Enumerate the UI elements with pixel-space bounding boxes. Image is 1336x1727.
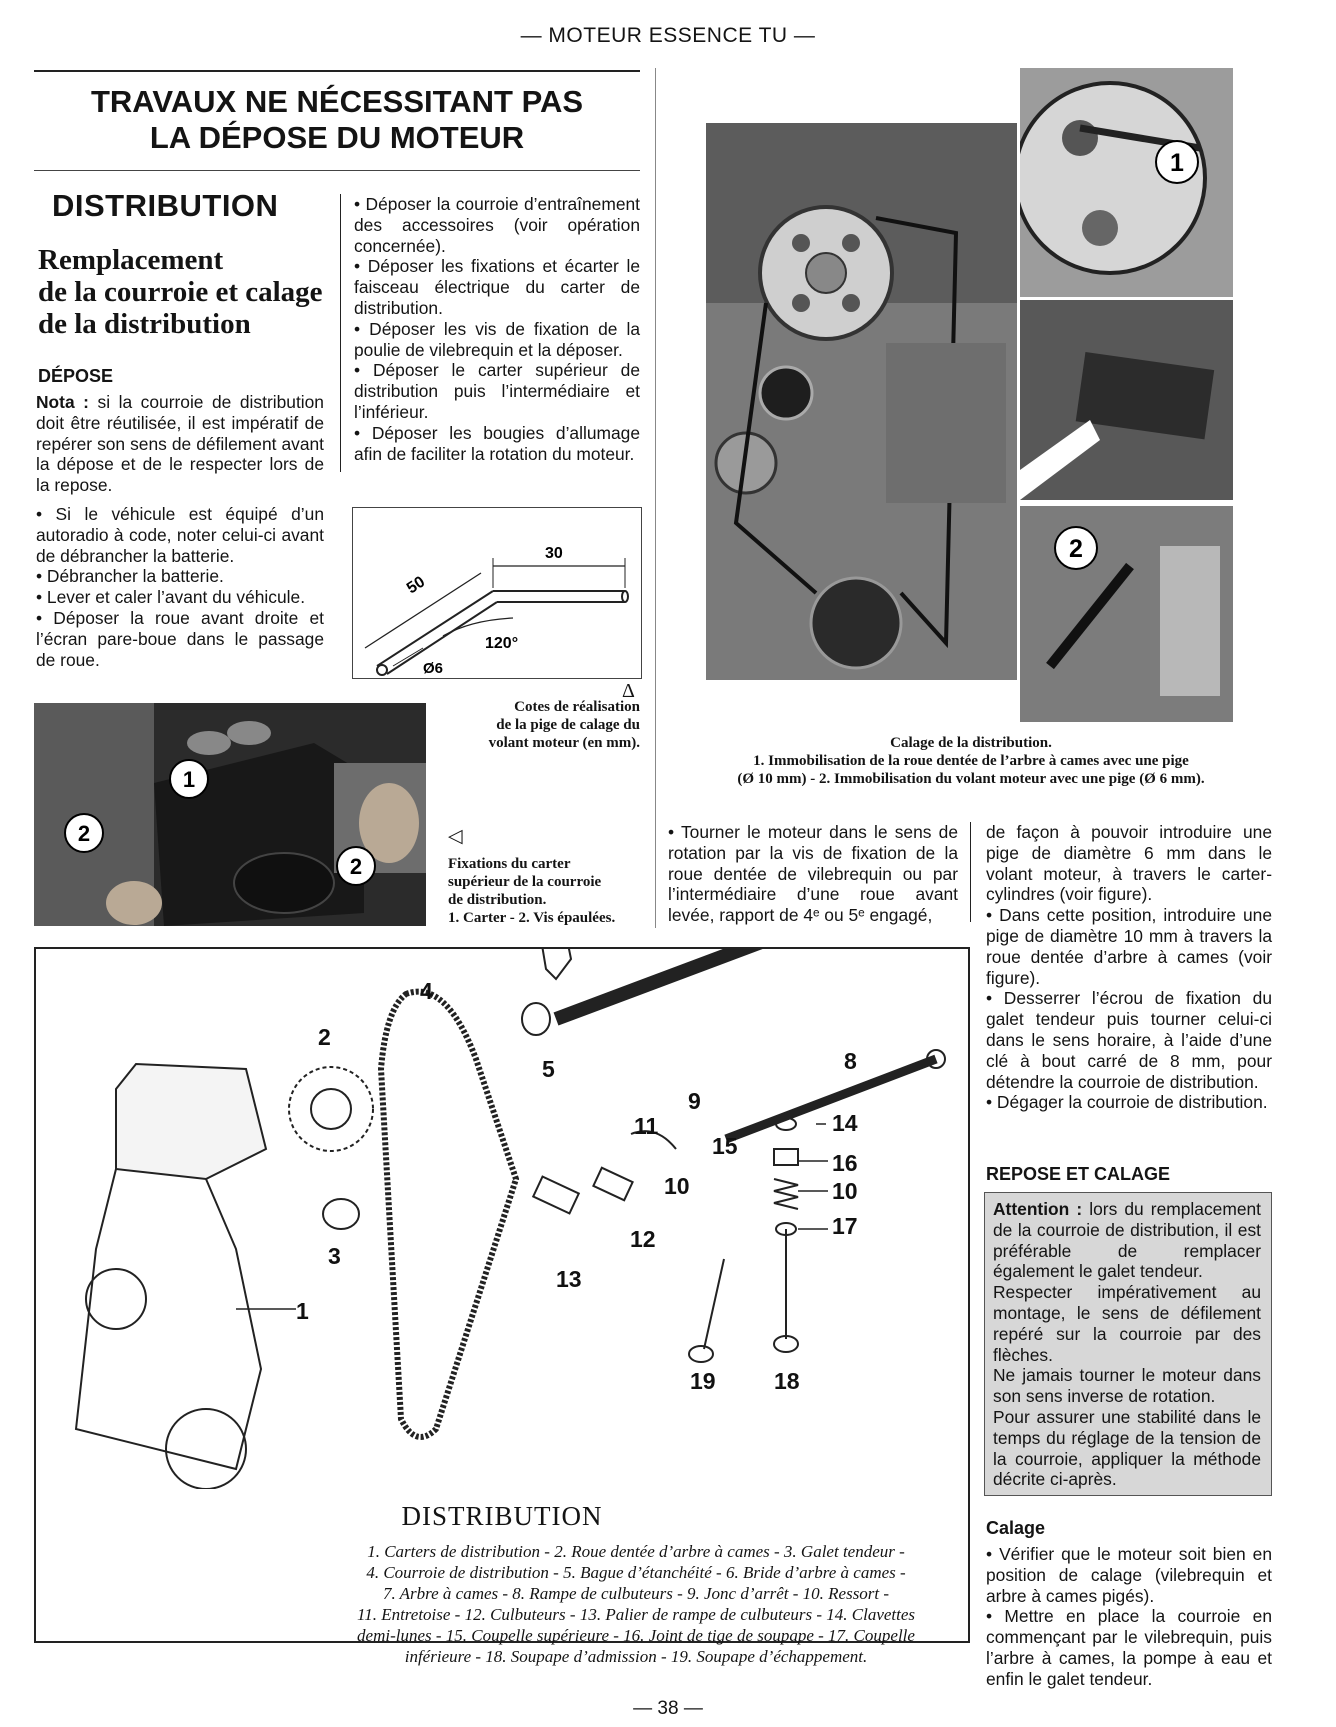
legend-line: 7. Arbre à cames - 8. Rampe de culbuteurs - 9. Jonc d’arrêt - 10. Ressort - [382, 1584, 890, 1603]
label-8: 8 [844, 1048, 857, 1074]
cam-sprocket-inset [1020, 68, 1233, 297]
cam-flange [541, 949, 571, 979]
dim-30-label: 30 [545, 545, 563, 562]
angle-arc [443, 618, 513, 636]
exploded-view-figure [34, 947, 970, 1666]
label-14: 14 [832, 1110, 858, 1136]
list-item: • Dans cette position, introduire une pige de diamètre 10 mm à travers la roue dentée d’arbre à cames (voir figure). [986, 905, 1272, 988]
callout-2: 2 [77, 821, 91, 846]
rocker-arm [593, 1168, 632, 1200]
timing-cover-image [34, 703, 426, 926]
list-item: • Déposer les vis de fixation de la poulie de vilebrequin et la déposer. [354, 318, 640, 360]
depose-heading: DÉPOSE [38, 366, 114, 386]
lower-cover [76, 1169, 261, 1469]
depose-column-1 [36, 392, 324, 670]
caption-line: (Ø 10 mm) - 2. Immobilisation du volant moteur avec une pige (Ø 6 mm). [737, 771, 1205, 787]
depose-column-2 [354, 194, 640, 464]
cam-sprocket-image [1020, 68, 1233, 297]
valve-seal [774, 1149, 798, 1165]
engine-timing-photo [706, 123, 1017, 680]
label-18: 18 [774, 1368, 800, 1394]
dim-50-label: 50 [403, 573, 429, 598]
angle-label: 120° [485, 635, 519, 652]
camshaft [556, 949, 796, 1019]
label-15: 15 [712, 1133, 738, 1159]
caption-line: volant moteur (en mm). [488, 735, 640, 751]
nota-label: Nota : [36, 392, 89, 412]
caption-line: Fixations du carter [448, 856, 571, 872]
rocker-shaft [726, 1059, 936, 1139]
main-title-line2: LA DÉPOSE DU MOTEUR [149, 120, 525, 155]
cam-sprocket [289, 1067, 373, 1151]
list-item: de façon à pouvoir introduire une pige de diamètre 6 mm dans le volant moteur, à travers le carter-cylindres (voir figure). [986, 822, 1272, 905]
exploded-title: DISTRIBUTION [401, 1501, 603, 1531]
label-2: 2 [318, 1024, 331, 1050]
list-item: • Desserrer l’écrou de fixation du galet tendeur puis tourner celui-ci dans le sens horaire, à l’aide d’une clé à bout carré de 8 mm, pour détendre la courroie de distribution. [986, 988, 1272, 1092]
main-title-block [34, 70, 640, 171]
legend-line: 1. Carters de distribution - 2. Roue dentée d’arbre à cames - 3. Galet tendeur - [367, 1542, 905, 1561]
exploded-legend [286, 1541, 986, 1667]
exhaust-valve-stem [704, 1259, 724, 1349]
label-10a: 10 [664, 1173, 690, 1199]
pin-dimension-figure [352, 507, 642, 679]
label-5: 5 [542, 1056, 555, 1082]
list-item: • Déposer la courroie d’entraînement des accessoires (voir opération concernée). [354, 194, 640, 256]
timing-belt [381, 992, 516, 1437]
procedure-column-4 [986, 822, 1272, 1113]
pin-end [622, 591, 628, 602]
list-item: • Tourner le moteur dans le sens de rotation par la vis de fixation de la roue dentée de vilebrequin ou par l’intermédiaire d’une roue avant levée, rapport de 4ᵉ ou 5ᵉ engagé, [668, 822, 958, 926]
valve-spring [774, 1179, 798, 1209]
list-item: • Vérifier que le moteur soit bien en position de calage (vilebrequin et arbre à cames pigés). [986, 1544, 1272, 1606]
diameter-label: Ø6 [423, 660, 444, 677]
callout-1: 1 [182, 767, 196, 792]
caption-line: supérieur de la courroie [448, 874, 602, 890]
pin-tip [377, 665, 387, 675]
list-item: • Déposer le carter supérieur de distribution puis l’intermédiaire et l’inférieur. [354, 360, 640, 422]
attention-paragraph: Respecter impérativement au montage, le sens de défilement repéré sur la courroie par des flèches. [993, 1282, 1261, 1365]
subsection-line1: Remplacement [38, 244, 224, 276]
legend-line: demi-lunes - 15. Coupelle supérieure - 16. Joint de tige de soupape - 17. Coupelle [357, 1626, 915, 1645]
label-11: 11 [634, 1113, 659, 1139]
attention-box [984, 1192, 1272, 1496]
attention-text [993, 1199, 1261, 1490]
diameter-leader [393, 648, 423, 666]
list-item: • Déposer les fixations et écarter le faisceau électrique du carter de distribution. [354, 256, 640, 318]
tensioner-roller [323, 1199, 359, 1229]
arrow-inset [1020, 300, 1233, 500]
crank-cover-ring [166, 1409, 246, 1489]
callout-2: 2 [1069, 535, 1083, 563]
label-4: 4 [420, 978, 433, 1004]
subsection-title [38, 244, 338, 340]
attention-paragraph [993, 1199, 1261, 1282]
list-item: • Déposer les bougies d’allumage afin de faciliter la rotation du moteur. [354, 422, 640, 464]
flywheel-image [1020, 506, 1233, 722]
flywheel-inset [1020, 506, 1233, 722]
label-10b: 10 [832, 1178, 858, 1204]
list-item: • Lever et caler l’avant du véhicule. [36, 587, 306, 608]
legend-line: 11. Entretoise - 12. Culbuteurs - 13. Palier de rampe de culbuteurs - 14. Clavettes [356, 1605, 916, 1624]
calage-text [986, 1544, 1272, 1690]
list-item: • Débrancher la batterie. [36, 566, 224, 587]
list-item: • Mettre en place la courroie en commençant par le vilebrequin, puis l’arbre à cames, la pompe à eau et enfin le galet tendeur. [986, 1606, 1272, 1689]
attention-paragraph: Ne jamais tourner le moteur dans son sens inverse de rotation. [993, 1365, 1261, 1407]
attention-sentence: lors du remplacement de la courroie de distribution, il est préférable de remplacer également le galet tendeur. [993, 1199, 1261, 1282]
timing-cover-photo [34, 703, 426, 926]
delta-icon: Δ [622, 680, 635, 702]
procedure-column-3 [668, 822, 958, 926]
label-13: 13 [556, 1266, 582, 1292]
left-triangle-icon: ◁ [448, 826, 463, 847]
column-divider [655, 68, 656, 928]
engine-image [706, 123, 1017, 680]
exploded-drawing [36, 949, 968, 1489]
callout-1: 1 [1170, 149, 1184, 177]
repose-heading: REPOSE ET CALAGE [986, 1164, 1171, 1184]
caption-line: Cotes de réalisation [514, 699, 640, 715]
list-item: • Dégager la courroie de distribution. [986, 1092, 1268, 1113]
attention-label: Attention : [993, 1199, 1083, 1219]
pin-drawing [353, 508, 641, 678]
engine-photo-caption [706, 734, 1236, 788]
pointer-image [1020, 300, 1233, 500]
list-item: • Si le véhicule est équipé d’un autoradio à code, noter celui-ci avant de débrancher la batterie. [36, 503, 324, 566]
nota-paragraph [36, 392, 324, 496]
subsection-line2: de la courroie et calage [38, 276, 323, 308]
main-title-line1: TRAVAUX NE NÉCESSITANT PAS [90, 84, 584, 119]
upper-cover [116, 1064, 266, 1179]
column-rule [340, 194, 341, 472]
caption-line: Calage de la distribution. [890, 735, 1052, 751]
label-19: 19 [690, 1368, 716, 1394]
section-title: DISTRIBUTION [52, 188, 279, 223]
caption-line: de distribution. [448, 892, 547, 908]
caption-line: de la pige de calage du [496, 717, 640, 733]
running-header: — MOTEUR ESSENCE TU — [520, 24, 816, 47]
attention-paragraph: Pour assurer une stabilité dans le temps du réglage de la tension de la courroie, appliquer la méthode décrite ci-après. [993, 1406, 1261, 1490]
caption-line: 1. Carter - 2. Vis épaulées. [448, 910, 616, 926]
legend-line: 4. Courroie de distribution - 5. Bague d’étanchéité - 6. Bride d’arbre à cames - [366, 1563, 906, 1582]
subsection-line3: de la distribution [38, 308, 251, 340]
list-item: • Déposer la roue avant droite et l’écran pare-boue dans le passage de roue. [36, 607, 324, 670]
label-16: 16 [832, 1150, 858, 1176]
page-number: — 38 — [633, 1698, 703, 1719]
oil-seal [522, 1003, 550, 1035]
calage-heading: Calage [986, 1518, 1046, 1538]
label-9: 9 [688, 1088, 701, 1114]
nota-text: si la courroie de distribution doit être réutilisée, il est impératif de repérer son sens de défilement avant la dépose et de le respecter lors de la repose. [36, 392, 324, 496]
main-title [34, 84, 640, 156]
label-3: 3 [328, 1243, 341, 1269]
cover-boss [86, 1269, 146, 1329]
pin-figure-caption [420, 698, 640, 752]
column-rule [970, 822, 971, 922]
label-12: 12 [630, 1226, 656, 1252]
rocker-bracket [533, 1177, 579, 1214]
label-17: 17 [832, 1213, 858, 1239]
legend-line: inférieure - 18. Soupape d’admission - 19. Soupape d’échappement. [404, 1647, 868, 1666]
exhaust-valve-head [689, 1346, 713, 1362]
cam-sprocket-hub [311, 1089, 351, 1129]
callout-2b: 2 [349, 854, 363, 879]
label-1: 1 [296, 1298, 309, 1324]
caption-line: 1. Immobilisation de la roue dentée de l’arbre à cames avec une pige [753, 753, 1189, 769]
cover-photo-caption [448, 855, 638, 927]
